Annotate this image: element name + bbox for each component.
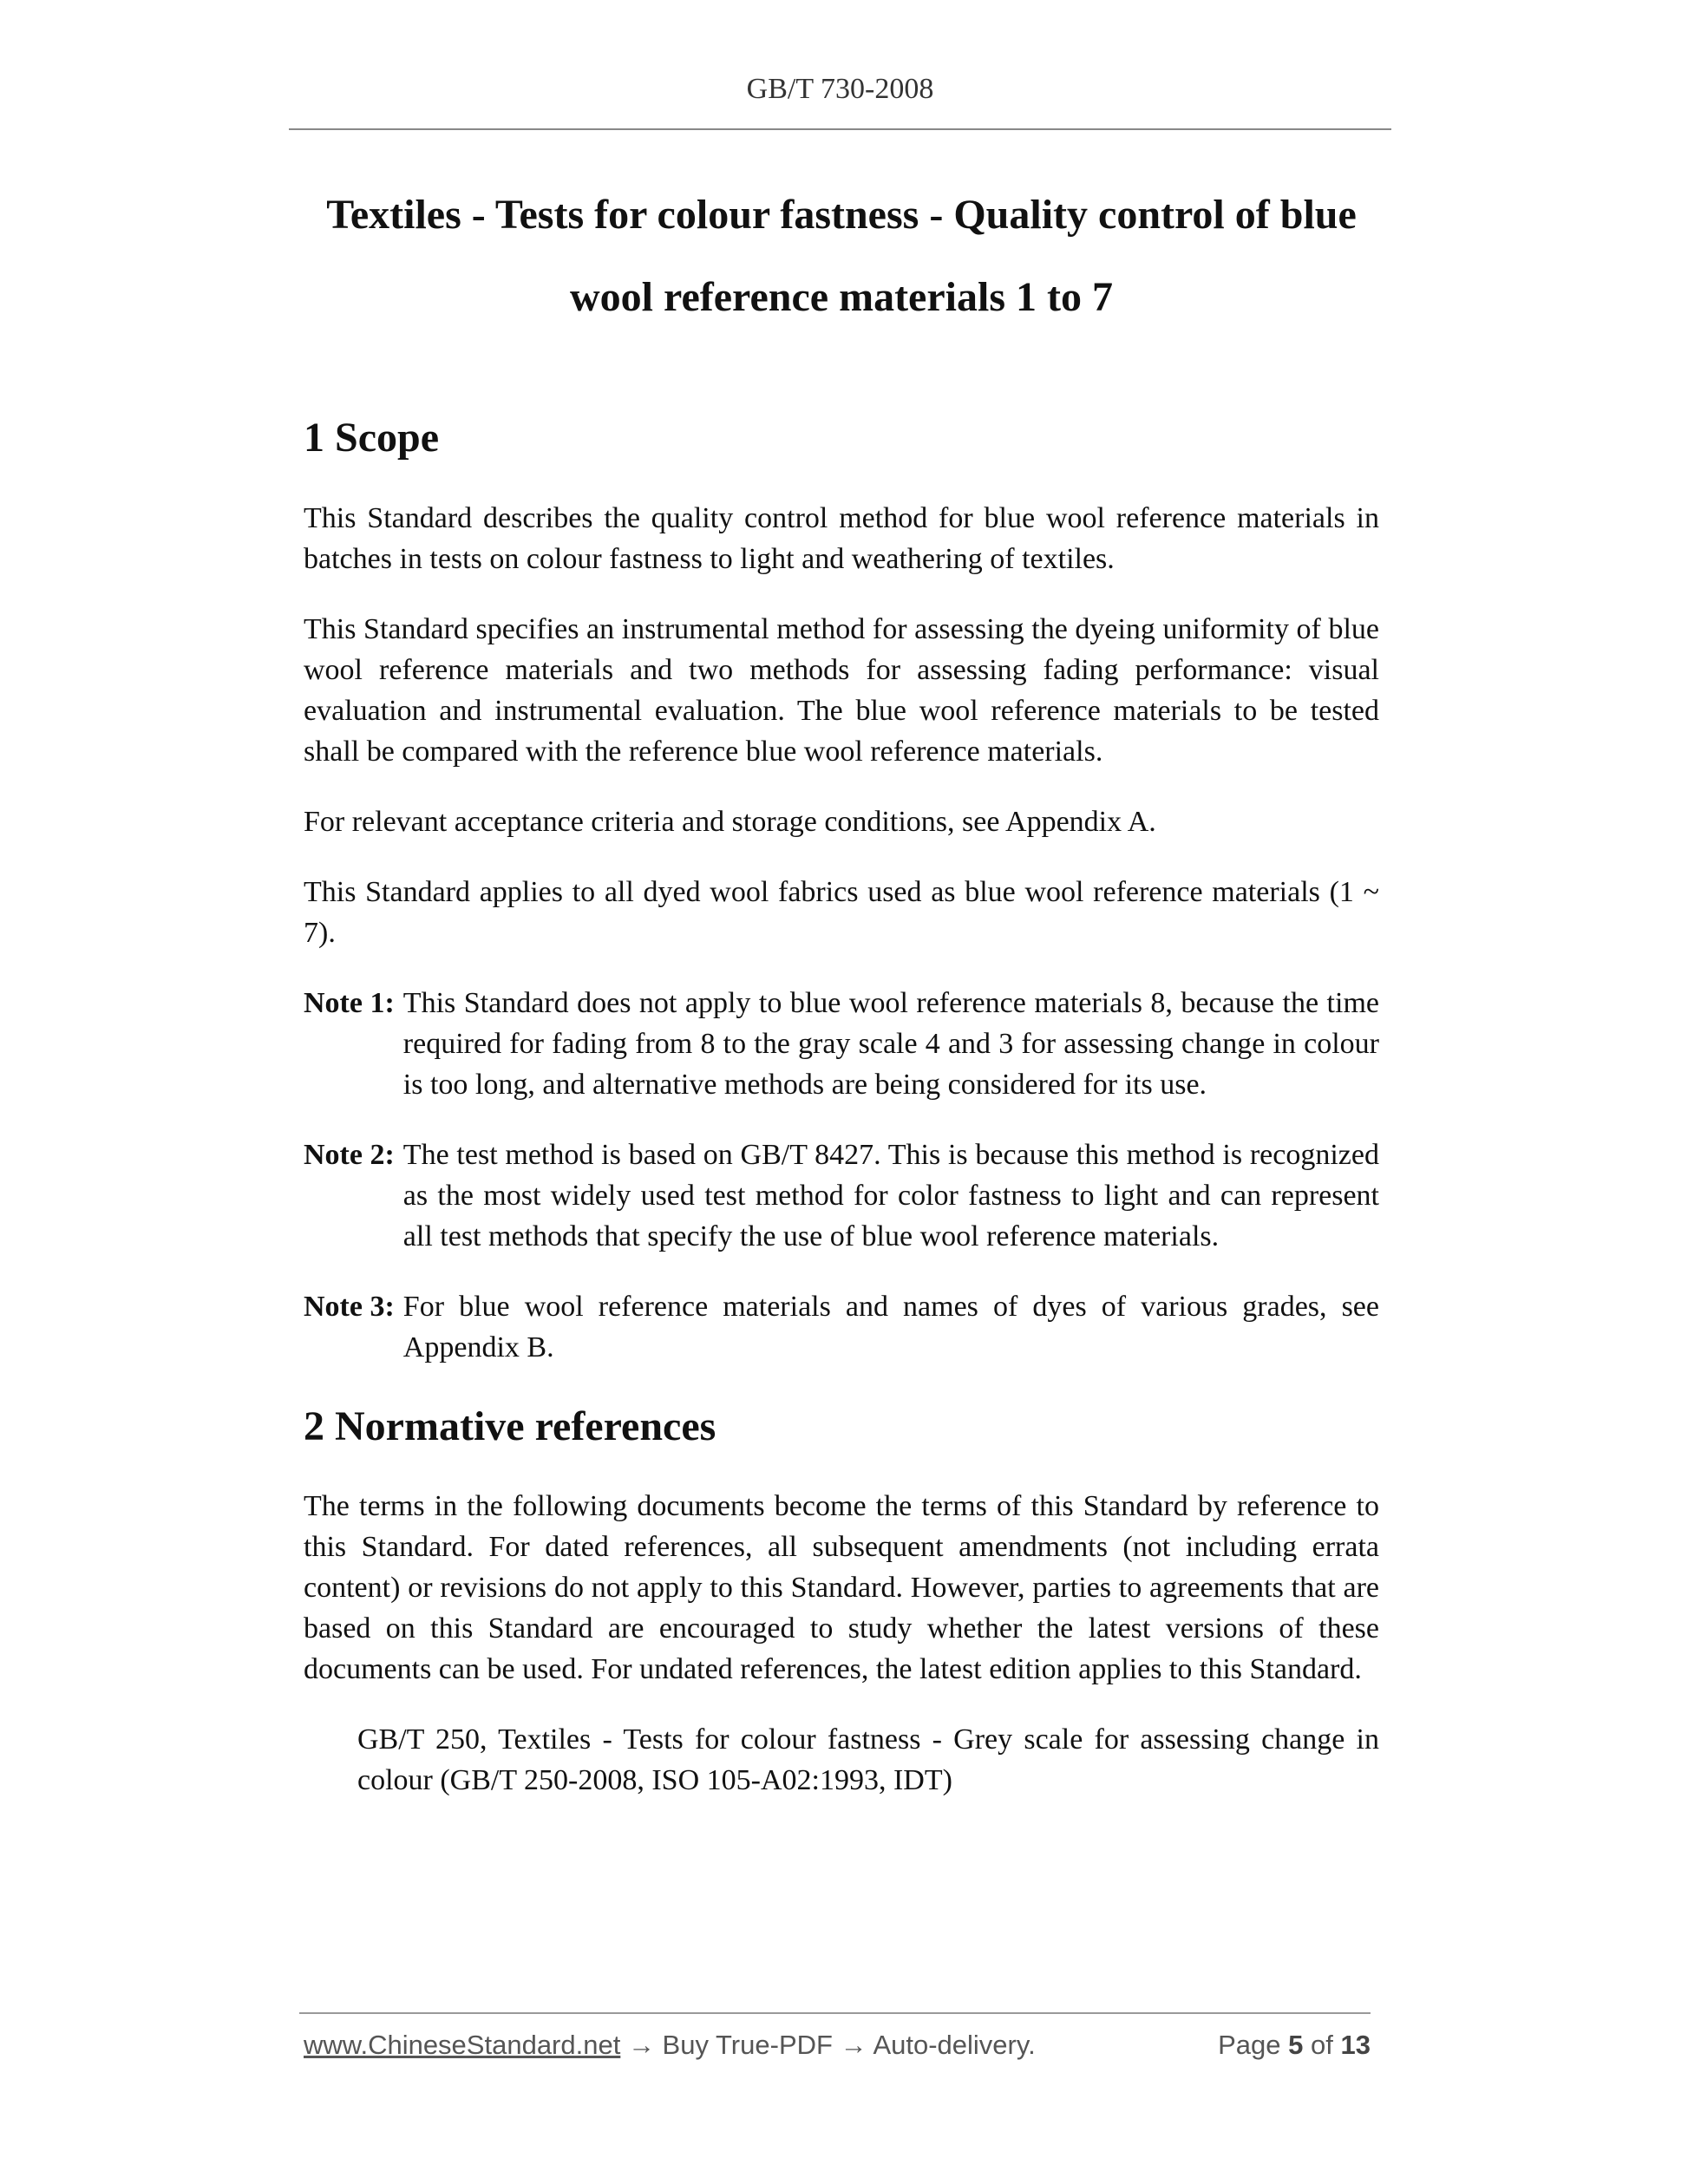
page-indicator — [1218, 2030, 1371, 2061]
note-3-text: For blue wool reference materials and names of dyes of various grades, see Appendix B. — [402, 1291, 1379, 1363]
website-link[interactable]: www.ChineseStandard.net — [304, 2030, 621, 2060]
note-1-label: Note 1: — [304, 987, 395, 1019]
document-title — [260, 173, 1423, 338]
title-line-1: Textiles - Tests for colour fastness - Quality control of blue — [326, 192, 1357, 238]
running-header: GB/T 730-2008 — [746, 73, 934, 105]
note-2-label: Note 2: — [304, 1139, 395, 1171]
scope-paragraph-4: This Standard applies to all dyed wool fabrics used as blue wool reference materials (1 ~ 7). — [304, 876, 1379, 949]
note-2 — [304, 1135, 1379, 1257]
of-word: of — [1311, 2030, 1333, 2060]
note-3-label: Note 3: — [304, 1291, 395, 1323]
normative-paragraph: The terms in the following documents become the terms of this Standard by reference to this Standard. For dated references, all subsequent amendments (not including errata content) or revisions do not apply to this Standard. However, parties to agreements that are based on this Standard are encouraged to study whether the latest versions of these documents can be used. For undated references, the latest edition applies to this Standard. — [304, 1490, 1379, 1685]
note-1 — [304, 983, 1379, 1105]
note-3 — [304, 1286, 1379, 1368]
page-current: 5 — [1288, 2030, 1304, 2060]
section-1-heading: 1 Scope — [304, 415, 439, 461]
reference-item: GB/T 250, Textiles - Tests for colour fastness - Grey scale for assessing change in colour (GB/T 250-2008, ISO 105-A02:1993, IDT) — [357, 1723, 1379, 1796]
document-body — [304, 412, 1379, 1801]
page-word: Page — [1218, 2030, 1281, 2060]
page-total: 13 — [1340, 2030, 1371, 2060]
scope-paragraph-3: For relevant acceptance criteria and storage conditions, see Appendix A. — [304, 806, 1156, 838]
note-2-text: The test method is based on GB/T 8427. This is because this method is recognized as the most widely used test method for color fastness to light and can represent all test methods that specify the use of blue wool reference materials. — [402, 1139, 1379, 1252]
scope-paragraph-1: This Standard describes the quality control method for blue wool reference materials in batches in tests on colour fastness to light and weathering of textiles. — [304, 502, 1379, 575]
scope-paragraph-2: This Standard specifies an instrumental method for assessing the dyeing uniformity of blue wool reference materials and two methods for assessing fading performance: visual evaluation and instrumental evaluation. The blue wool reference materials to be tested shall be compared with the reference blue wool reference materials. — [304, 613, 1379, 768]
section-2-heading: 2 Normative references — [304, 1403, 716, 1449]
footer-left — [304, 2030, 1036, 2061]
buy-text: → Buy True-PDF → Auto-delivery. — [620, 2030, 1036, 2060]
title-line-2: wool reference materials 1 to 7 — [570, 274, 1113, 320]
note-1-text: This Standard does not apply to blue wool reference materials 8, because the time required for fading from 8 to the gray scale 4 and 3 for assessing change in colour is too long, and alternative methods are being considered for its use. — [402, 987, 1379, 1101]
footer-divider — [299, 2012, 1371, 2014]
header-divider — [289, 128, 1391, 130]
